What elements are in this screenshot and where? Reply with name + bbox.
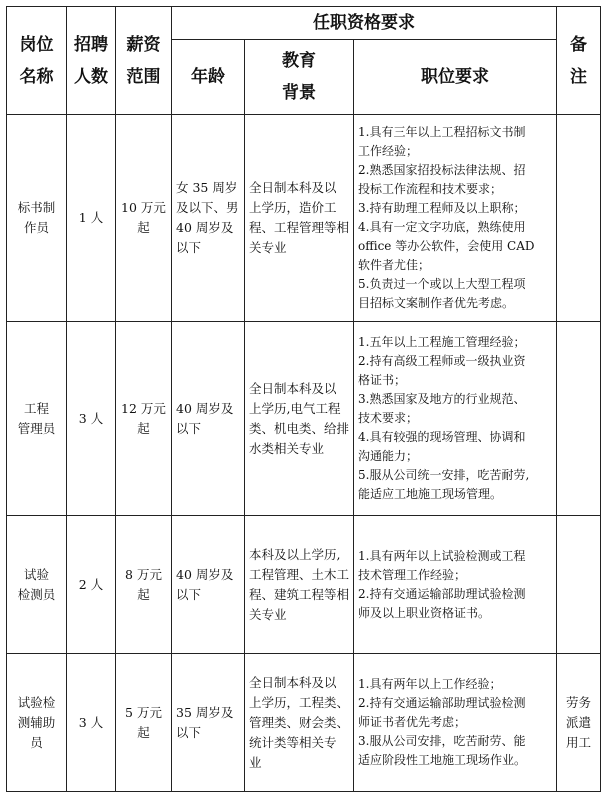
education-cell: 全日制本科及以 上学历，工程类、 管理类、财会类、 统计类等相关专 业 [245, 654, 354, 792]
header-qualifications: 任职资格要求 [172, 7, 557, 40]
salary-cell: 8 万元 起 [116, 516, 172, 654]
salary-cell: 12 万元 起 [116, 322, 172, 516]
headcount-cell: 1 人 [67, 115, 116, 322]
remarks-cell: 劳务 派遣 用工 [557, 654, 601, 792]
table-header [7, 7, 601, 115]
headcount-cell: 3 人 [67, 654, 116, 792]
requirements-cell: 1.五年以上工程施工管理经验； 2.持有高级工程师或一级执业资 格证书； 3.熟悉国家及地方的行业规范、 技术要求； 4.具有较强的现场管理、协调和 沟通能力； 5.服从公司统一安排，吃苦耐劳, 能适应工地施工现场管理。 [354, 322, 557, 516]
requirements-cell: 1.具有两年以上试验检测或工程 技术管理工作经验； 2.持有交通运输部助理试验检测 师及以上职业资格证书。 [354, 516, 557, 654]
remarks-cell [557, 516, 601, 654]
position-cell: 试验 检测员 [7, 516, 67, 654]
headcount-cell: 3 人 [67, 322, 116, 516]
salary-cell: 10 万元 起 [116, 115, 172, 322]
table-row [7, 115, 601, 322]
headcount-cell: 2 人 [67, 516, 116, 654]
remarks-cell [557, 322, 601, 516]
header-salary: 薪资 范围 [116, 7, 172, 115]
position-cell: 标书制 作员 [7, 115, 67, 322]
age-cell: 35 周岁及 以下 [172, 654, 245, 792]
age-cell: 40 周岁及 以下 [172, 516, 245, 654]
education-cell: 本科及以上学历, 工程管理、土木工 程、建筑工程等相 关专业 [245, 516, 354, 654]
header-remarks: 备 注 [557, 7, 601, 115]
header-position-name: 岗位 名称 [7, 7, 67, 115]
table-body [7, 115, 601, 792]
education-cell: 全日制本科及以 上学历，造价工 程、工程管理等相 关专业 [245, 115, 354, 322]
education-cell: 全日制本科及以 上学历,电气工程 类、机电类、给排 水类相关专业 [245, 322, 354, 516]
table-row [7, 654, 601, 792]
salary-cell: 5 万元 起 [116, 654, 172, 792]
position-cell: 试验检 测辅助 员 [7, 654, 67, 792]
position-cell: 工程 管理员 [7, 322, 67, 516]
header-education: 教育 背景 [245, 40, 354, 115]
header-age: 年龄 [172, 40, 245, 115]
remarks-cell [557, 115, 601, 322]
age-cell: 40 周岁及 以下 [172, 322, 245, 516]
table-row [7, 516, 601, 654]
header-headcount: 招聘 人数 [67, 7, 116, 115]
recruitment-table [6, 6, 601, 792]
age-cell: 女 35 周岁 及以下、男 40 周岁及 以下 [172, 115, 245, 322]
header-job-requirements: 职位要求 [354, 40, 557, 115]
requirements-cell: 1.具有三年以上工程招标文书制 工作经验； 2.熟悉国家招投标法律法规、招 投标工作流程和技术要求； 3.持有助理工程师及以上职称； 4.具有一定文字功底，熟练使用 office 等办公软件，会使用 CAD 软件者尤佳； 5.负责过一个或以上大型工程项 目招标文案制作者优先考虑。 [354, 115, 557, 322]
requirements-cell: 1.具有两年以上工作经验； 2.持有交通运输部助理试验检测 师证书者优先考虑； 3.服从公司安排，吃苦耐劳、能 适应阶段性工地施工现场作业。 [354, 654, 557, 792]
table-row [7, 322, 601, 516]
